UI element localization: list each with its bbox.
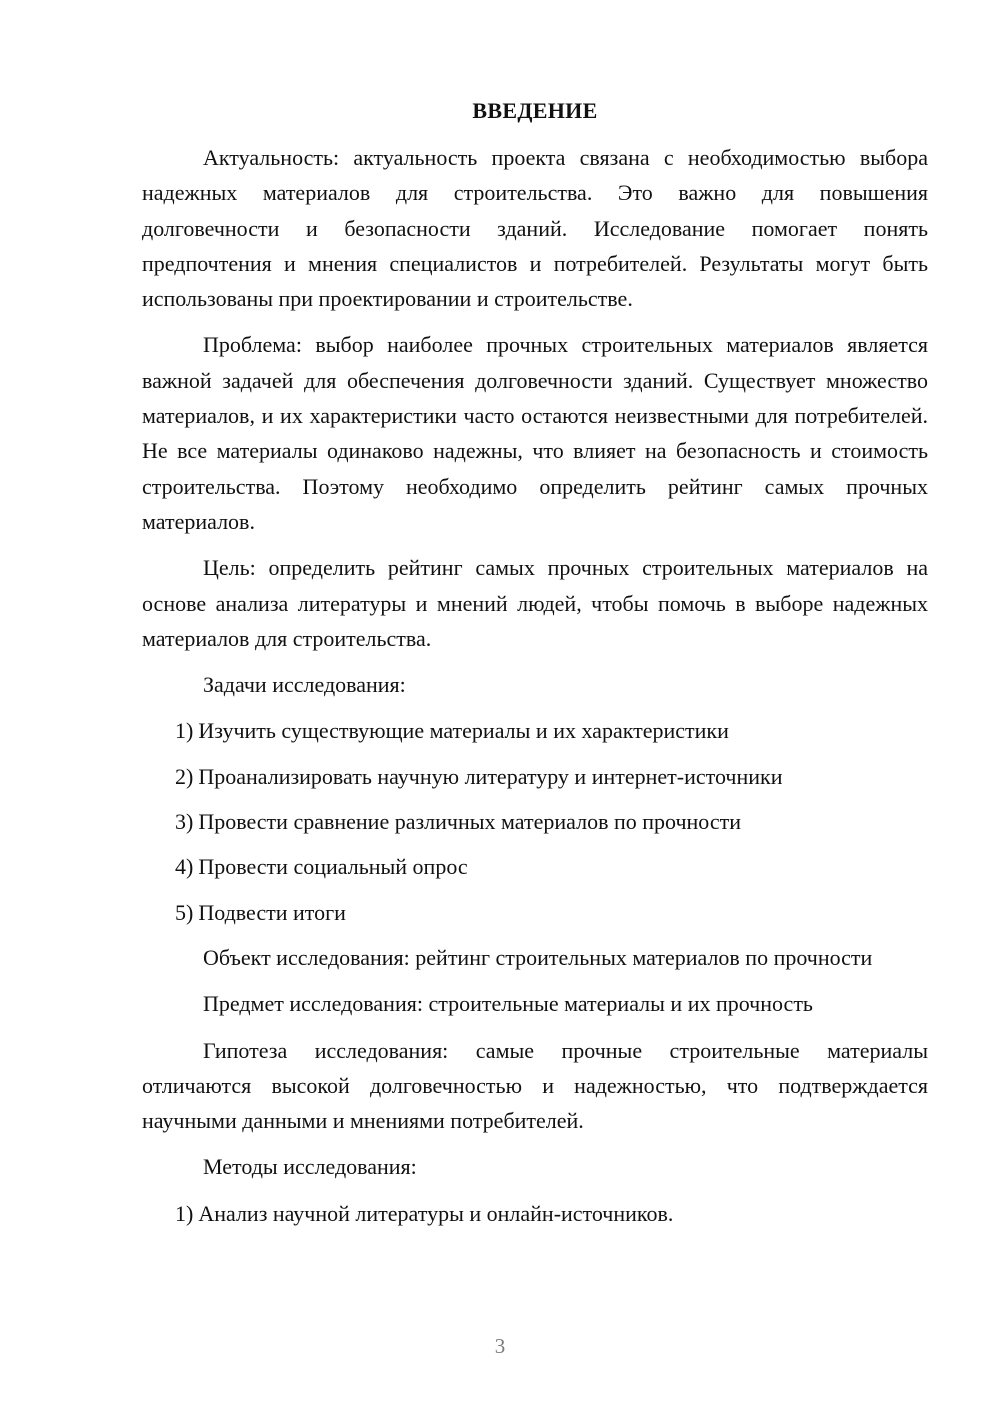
list-item: [142, 804, 928, 839]
list-item-text: Провести социальный опрос: [198, 854, 468, 880]
page-number: 3: [494, 1334, 506, 1358]
list-item-text: Подвести итоги: [198, 899, 346, 925]
list-item: [142, 713, 928, 748]
object-paragraph: Объект исследования: рейтинг строительных материалов по прочности: [203, 944, 873, 970]
list-item-number: 1): [175, 718, 194, 744]
list-item: [142, 895, 928, 930]
list-item-number: 1): [175, 1200, 194, 1226]
list-item-text: Анализ научной литературы и онлайн-источников.: [198, 1200, 674, 1226]
list-item: [142, 1196, 928, 1231]
subject-paragraph: Предмет исследования: строительные материалы и их прочность: [203, 991, 813, 1017]
hypothesis-paragraph: Гипотеза исследования: самые прочные строительные материалы отличаются высокой долговечностью и надежностью, что подтверждается научными данными и мнениями потребителей.: [142, 1037, 928, 1134]
tasks-heading: Задачи исследования:: [203, 672, 406, 698]
list-item-number: 4): [175, 854, 194, 880]
list-item-number: 5): [175, 899, 194, 925]
problem-paragraph: Проблема: выбор наиболее прочных строительных материалов является важной задачей для обеспечения долговечности зданий. Существует множество материалов, и их характеристики часто остаются неизвестными для потребителей. Не все материалы одинаково надежны, что влияет на безопасность и стоимость строительства. Поэтому необходимо определить рейтинг самых прочных материалов.: [142, 332, 928, 534]
list-item: [142, 759, 928, 794]
section-title: ВВЕДЕНИЕ: [472, 98, 598, 123]
list-item: [142, 849, 928, 884]
methods-heading: Методы исследования:: [203, 1154, 417, 1180]
list-item-text: Провести сравнение различных материалов по прочности: [198, 809, 741, 835]
list-item-text: Проанализировать научную литературу и интернет-источники: [198, 763, 783, 789]
list-item-number: 3): [175, 809, 194, 835]
relevance-paragraph: Актуальность: актуальность проекта связана с необходимостью выбора надежных материалов для строительства. Это важно для повышения долговечности и безопасности зданий. Исследование помогает понять предпочтения и мнения специалистов и потребителей. Результаты могут быть использованы при проектировании и строительстве.: [142, 145, 928, 312]
list-item-number: 2): [175, 763, 194, 789]
list-item-text: Изучить существующие материалы и их характеристики: [198, 718, 729, 744]
goal-paragraph: Цель: определить рейтинг самых прочных строительных материалов на основе анализа литературы и мнений людей, чтобы помочь в выборе надежных материалов для строительства.: [142, 555, 928, 651]
document-page: [142, 96, 928, 1241]
